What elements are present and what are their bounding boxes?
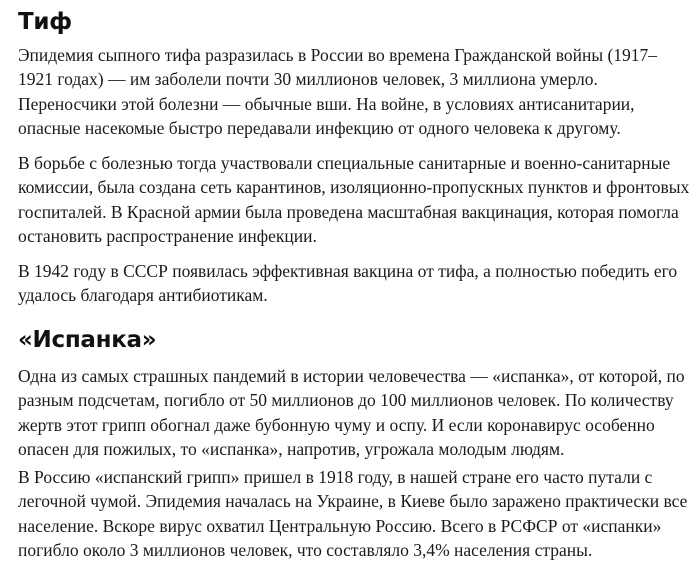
- paragraph: Одна из самых страшных пандемий в истории человечества — «испанка», от которой, по разным подсчетам, погибло от 50 миллионов до 100 миллионов человек. По количеству жертв этот грипп обогнал даже бубонную чуму и оспу. И если коронавирус особенно опасен для пожилых, то «испанка», напротив, угрожала молодым людям.: [18, 366, 685, 459]
- paragraph: В борьбе с болезнью тогда участвовали специальные санитарные и военно-санитарные комиссии, была создана сеть карантинов, изоляционно-пропускных пунктов и фронтовых госпиталей. В Красной армии была проведена масштабная вакцинация, которая помогла остановить распространение инфекции.: [18, 153, 690, 246]
- paragraph: В 1942 году в СССР появилась эффективная вакцина от тифа, а полностью победить его удалось благодаря антибиотикам.: [18, 261, 678, 306]
- paragraph: Эпидемия сыпного тифа разразилась в России во времена Гражданской войны (1917–1921 годах) — им заболели почти 30 миллионов человек, 3 миллиона умерло. Переносчики этой болезни — обычные вши. На войне, в условиях антисанитарии, опасные насекомые быстро передавали инфекцию от одного человека к другому.: [18, 45, 658, 138]
- section-heading-spanish-flu: «Испанка»: [18, 327, 157, 353]
- paragraph: В Россию «испанский грипп» пришел в 1918 году, в нашей стране его часто путали с легочной чумой. Эпидемия началась на Украине, в Киеве было заражено практически все население. Вскоре вирус охватил Центральную Россию. Всего в РСФСР от «испанки» погибло около 3 миллионов человек, что составляло 3,4% населения страны.: [18, 467, 688, 560]
- section-heading-typhus: Тиф: [18, 9, 72, 35]
